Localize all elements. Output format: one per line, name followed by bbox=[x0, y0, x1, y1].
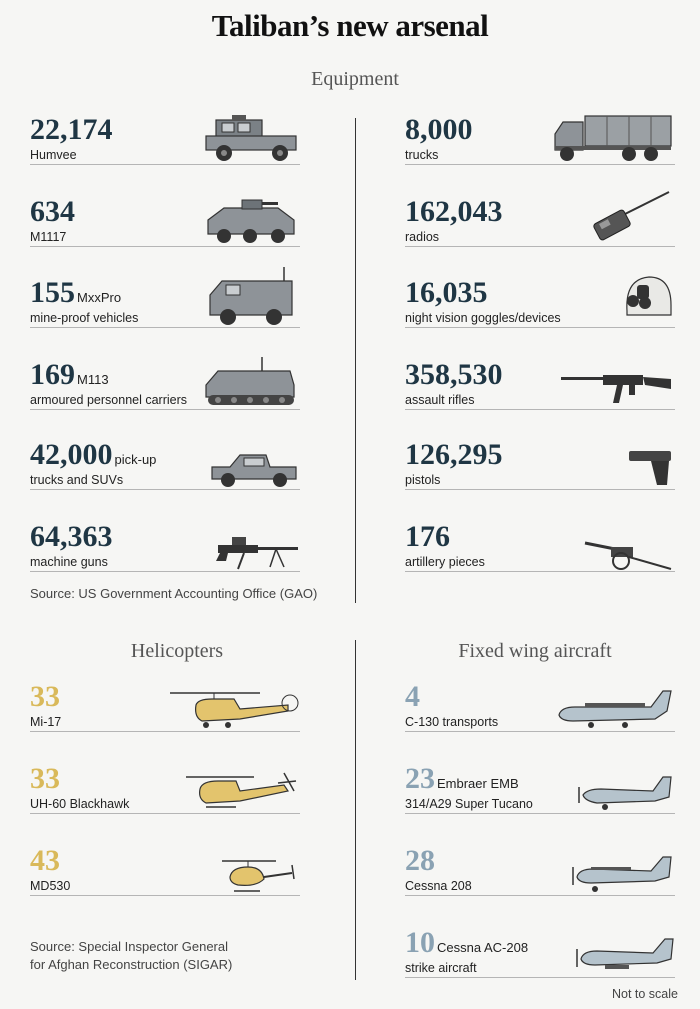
stat-label: Cessna 208 bbox=[405, 879, 472, 893]
stat-value: 4 bbox=[405, 680, 420, 713]
divider-line bbox=[405, 164, 675, 165]
equipment-section-title: Equipment bbox=[311, 68, 399, 90]
cessna-strike-plane-icon bbox=[575, 937, 675, 977]
divider-line bbox=[405, 813, 675, 814]
stat-label: night vision goggles/devices bbox=[405, 311, 561, 325]
pistol-icon bbox=[625, 445, 675, 489]
c130-plane-icon bbox=[555, 687, 675, 731]
stat-value: 162,043 bbox=[405, 195, 503, 228]
divider-line bbox=[405, 571, 675, 572]
md530-helicopter-icon bbox=[220, 855, 300, 895]
stat-md530 bbox=[30, 836, 300, 896]
divider-line bbox=[405, 977, 675, 978]
stat-value: 22,174 bbox=[30, 113, 113, 146]
stat-value: 358,530 bbox=[405, 358, 503, 391]
page-title: Taliban’s new arsenal bbox=[211, 8, 489, 43]
stat-m1117 bbox=[30, 187, 300, 247]
equipment-source: Source: US Government Accounting Office (GAO) bbox=[30, 586, 318, 601]
column-divider-top bbox=[355, 118, 356, 603]
stat-humvee bbox=[30, 105, 300, 165]
not-to-scale-note: Not to scale bbox=[611, 987, 678, 1001]
stat-label: mine-proof vehicles bbox=[30, 311, 139, 325]
stat-label: trucks bbox=[405, 148, 439, 162]
divider-line bbox=[405, 489, 675, 490]
stat-trucks bbox=[405, 105, 675, 165]
divider-line bbox=[405, 246, 675, 247]
stat-artillery bbox=[405, 512, 675, 572]
stat-m113 bbox=[30, 350, 300, 410]
mi17-helicopter-icon bbox=[168, 687, 300, 731]
stat-label: artillery pieces bbox=[405, 555, 485, 569]
stat-label: C-130 transports bbox=[405, 715, 499, 729]
stat-machine-guns bbox=[30, 512, 300, 572]
cessna-plane-icon bbox=[571, 855, 675, 895]
stat-mxxpro bbox=[30, 268, 300, 328]
divider-line bbox=[405, 327, 675, 328]
divider-line bbox=[405, 409, 675, 410]
stat-radios bbox=[405, 187, 675, 247]
stat-value: 33 bbox=[30, 680, 60, 713]
stat-label: Humvee bbox=[30, 148, 77, 162]
humvee-icon bbox=[202, 112, 300, 164]
stat-value: 169 M113 bbox=[30, 358, 109, 391]
stat-label: machine guns bbox=[30, 555, 108, 569]
stat-label: strike aircraft bbox=[405, 961, 477, 975]
stat-value: 43 bbox=[30, 844, 60, 877]
divider-line bbox=[405, 731, 675, 732]
divider-line bbox=[30, 246, 300, 247]
stat-value: 33 bbox=[30, 762, 60, 795]
helicopters-section-title: Helicopters bbox=[130, 640, 224, 662]
stat-mi17 bbox=[30, 672, 300, 732]
stat-uh60 bbox=[30, 754, 300, 814]
radio-icon bbox=[589, 188, 675, 246]
stat-label: MD530 bbox=[30, 879, 71, 893]
divider-line bbox=[30, 813, 300, 814]
blackhawk-helicopter-icon bbox=[184, 769, 300, 813]
tucano-plane-icon bbox=[577, 773, 675, 813]
divider-line bbox=[30, 327, 300, 328]
divider-line bbox=[405, 895, 675, 896]
stat-label: Mi-17 bbox=[30, 715, 62, 729]
stat-label: armoured personnel carriers bbox=[30, 393, 188, 407]
stat-value: 176 bbox=[405, 520, 450, 553]
night-vision-icon bbox=[619, 271, 675, 327]
stat-value: 634 bbox=[30, 195, 75, 228]
stat-label: 314/A29 Super Tucano bbox=[405, 797, 533, 811]
divider-line bbox=[30, 895, 300, 896]
stat-super-tucano bbox=[405, 754, 675, 814]
stat-label: assault rifles bbox=[405, 393, 475, 407]
mrap-icon bbox=[202, 265, 300, 327]
apc-icon bbox=[202, 355, 300, 409]
stat-label: pistols bbox=[405, 473, 441, 487]
stat-value: 10 Cessna AC-208 bbox=[405, 926, 529, 959]
stat-pistols bbox=[405, 430, 675, 490]
stat-value: 126,295 bbox=[405, 438, 503, 471]
stat-cessna-ac208 bbox=[405, 918, 675, 978]
armored-car-icon bbox=[202, 198, 300, 246]
stat-assault-rifles bbox=[405, 350, 675, 410]
divider-line bbox=[30, 571, 300, 572]
divider-line bbox=[30, 409, 300, 410]
divider-line bbox=[30, 489, 300, 490]
stat-value: 16,035 bbox=[405, 276, 488, 309]
divider-line bbox=[30, 164, 300, 165]
fixed-wing-section-title: Fixed wing aircraft bbox=[458, 640, 612, 662]
stat-cessna208 bbox=[405, 836, 675, 896]
stat-label: M1117 bbox=[30, 230, 67, 244]
stat-label: trucks and SUVs bbox=[30, 473, 124, 487]
helicopters-source: Source: Special Inspector General for Afghan Reconstruction (SIGAR) bbox=[30, 939, 233, 972]
truck-icon bbox=[551, 112, 675, 164]
pickup-truck-icon bbox=[208, 449, 300, 489]
divider-line bbox=[30, 731, 300, 732]
artillery-icon bbox=[581, 535, 675, 571]
stat-night-vision bbox=[405, 268, 675, 328]
column-divider-bottom bbox=[355, 640, 356, 980]
rifle-icon bbox=[559, 369, 675, 409]
stat-value: 23 Embraer EMB bbox=[405, 762, 519, 795]
stat-c130 bbox=[405, 672, 675, 732]
stat-value: 155 MxxPro bbox=[30, 276, 122, 309]
stat-value: 28 bbox=[405, 844, 435, 877]
machine-gun-icon bbox=[214, 527, 300, 571]
stat-label: UH-60 Blackhawk bbox=[30, 797, 130, 811]
stat-value: 64,363 bbox=[30, 520, 113, 553]
stat-label: radios bbox=[405, 230, 440, 244]
stat-pickup bbox=[30, 430, 300, 490]
stat-value: 42,000 pick-up bbox=[30, 438, 157, 471]
stat-value: 8,000 bbox=[405, 113, 473, 146]
